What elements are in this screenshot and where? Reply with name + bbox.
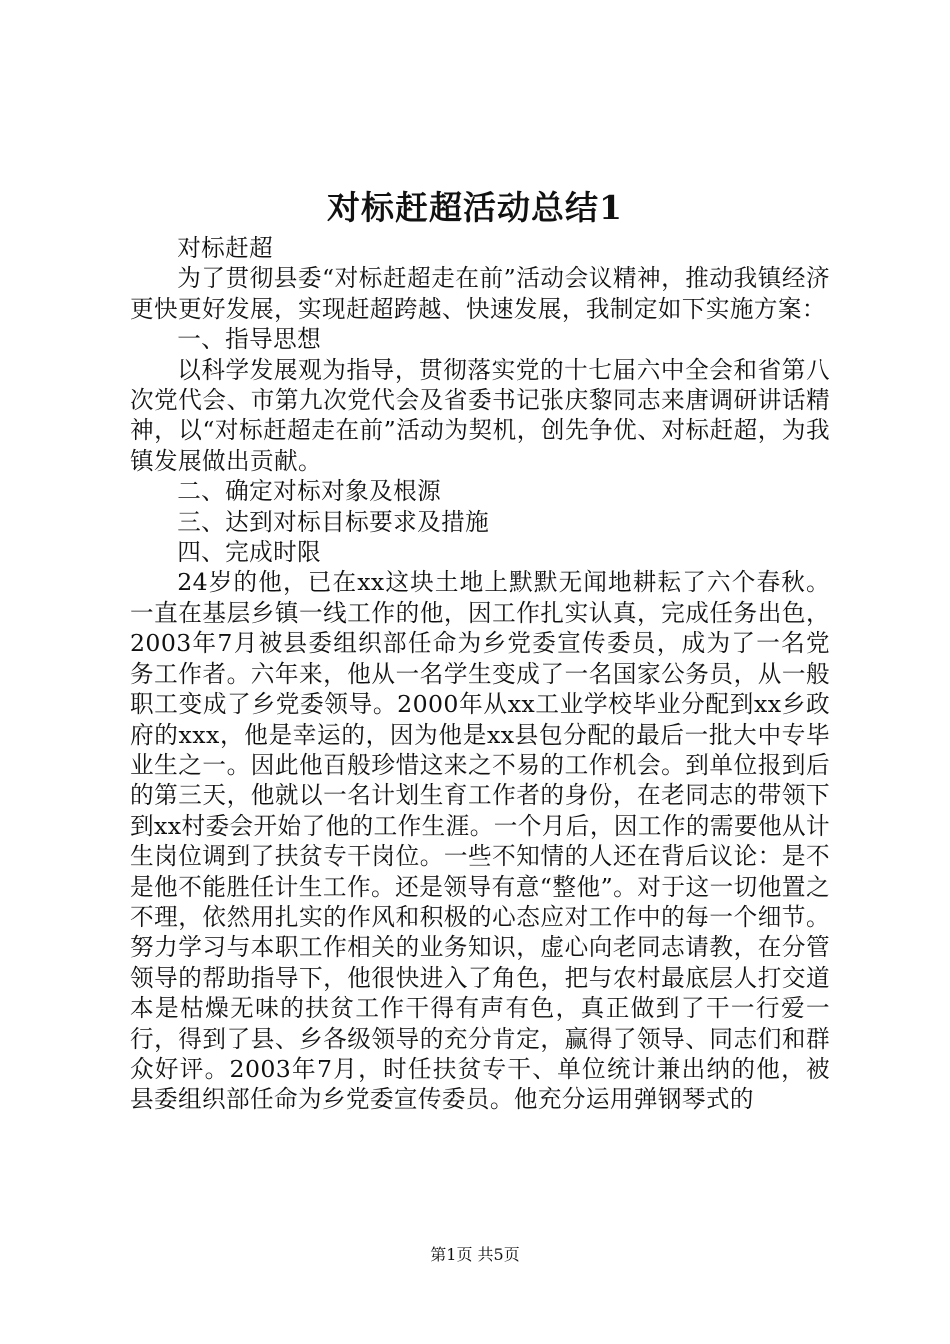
paragraph-subtitle: 对标赶超 — [177, 234, 274, 262]
paragraph-profile: 24岁的他，已在xx这块土地上默默无闻地耕耘了六个春秋。一直在基层乡镇一线工作的他，因工作扎实认真，完成任务出色，2003年7月被县委组织部任命为乡党委宣传委员，成为了一名党务工作者。六年来，他从一名学生变成了一名国家公务员，从一般职工变成了乡党委领导。2000年从xx工业学校毕业分配到xx乡政府的xxx，他是幸运的，因为他是xx县包分配的最后一批大中专毕业生之一。因此他百般珍惜这来之不易的工作机会。到单位报到后的第三天，他就以一名计划生育工作者的身份，在老同志的带领下到xx村委会开始了他的工作生涯。一个月后，因工作的需要他从计生岗位调到了扶贫专干岗位。一些不知情的人还在背后议论：是不是他不能胜任计生工作。还是领导有意“整他”。对于这一切他置之不理，依然用扎实的作风和积极的心态应对工作中的每一个细节。努力学习与本职工作相关的业务知识，虚心向老同志请教，在分管领导的帮助指导下，他很快进入了角色，把与农村最底层人打交道本是枯燥无味的扶贫工作干得有声有色，真正做到了干一行爱一行，得到了县、乡各级领导的充分肯定，赢得了领导、同志们和群众好评。2003年7月，时任扶贫专干、单位统计兼出纳的他，被县委组织部任命为乡党委宣传委员。他充分运用弹钢琴式的 — [130, 568, 830, 1114]
section-heading-benchmark-targets: 二、确定对标对象及根源 — [177, 477, 442, 506]
paragraph-intro: 为了贯彻县委“对标赶超走在前”活动会议精神，推动我镇经济更快更好发展，实现赶超跨越、快速发展，我制定如下实施方案： — [130, 264, 830, 323]
document-title: 对标赶超活动总结1 — [327, 188, 623, 227]
paragraph-guiding-ideology: 以科学发展观为指导，贯彻落实党的十七届六中全会和省第八次党代会、市第九次党代会及省委书记张庆黎同志来唐调研讲话精神，以“对标赶超走在前”活动为契机，创先争优、对标赶超，为我镇发展做出贡献。 — [130, 355, 830, 475]
page-footer: 第1页 共5页 — [430, 1245, 520, 1264]
section-heading-deadline: 四、完成时限 — [177, 538, 322, 567]
document-body — [130, 233, 830, 1115]
section-heading-requirements-measures: 三、达到对标目标要求及措施 — [177, 507, 490, 536]
section-heading-guiding-ideology: 一、指导思想 — [177, 325, 322, 354]
